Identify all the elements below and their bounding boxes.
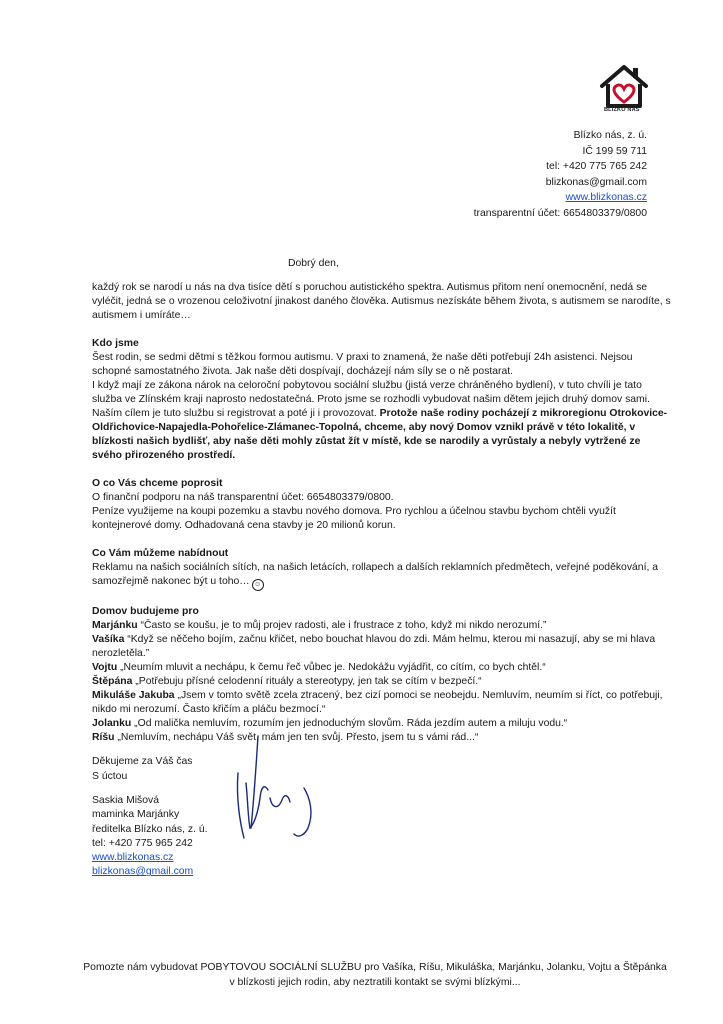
closing-thanks: Děkujeme za Váš čas bbox=[92, 756, 193, 767]
closing bbox=[92, 755, 193, 784]
child-name: Ríšu bbox=[92, 732, 115, 743]
kdo-p3-bold: Protože naše rodiny pocházejí z mikroregionu Otrokovice-Oldřichovice-Napajedla-Pohořelice-Zlámanec-Topolná, chceme, aby nový Domov vznikl právě v této lokalitě, v blízkosti našich bydlišť, aby naše děti mohly zůstat žít v místě, kde se narodily a vyrůstaly a nebyly vytržené ze svého přirozeného prostředí. bbox=[92, 408, 668, 461]
poprosit-paragraph-2: Peníze využijeme na koupi pozemku a stavbu nového domova. Pro rychlou a účelnou stavbu bychom chtěli využít kontejnerové domy. Odhadovaná cena stavby je 20 milionů korun. bbox=[92, 506, 616, 531]
org-account: transparentní účet: 6654803379/0800 bbox=[473, 207, 647, 219]
intro-paragraph: každý rok se narodí u nás na dva tisíce dětí s poruchou autistického spektra. Autismus přitom není onemocnění, nedá se vyléčit, jedná se o vrozenou celoživotní jinakost daného člověka. Autismus nezískáte během života, s autismem se narodíte, s autismem i umíráte… bbox=[92, 282, 671, 321]
handwritten-signature bbox=[224, 728, 344, 848]
signatory-name: Saskia Mišová bbox=[92, 795, 159, 806]
child-quote: „Potřebuju přísné celodenní rituály a stereotypy, jen tak se cítím v bezpečí.“ bbox=[132, 676, 482, 687]
child-item bbox=[92, 675, 672, 689]
org-name: Blízko nás, z. ú. bbox=[573, 130, 647, 141]
child-name: Jolanku bbox=[92, 718, 132, 729]
child-quote: „Jsem v tomto světě zcela ztracený, bez cizí pomoci se neobejdu. Nemluvím, neumím si říct, co potřebuji, nikdo mi nerozumí. Často křičím a pláču bezmocí.“ bbox=[92, 690, 663, 715]
closing-regards: S úctou bbox=[92, 770, 128, 782]
child-item bbox=[92, 689, 672, 717]
nabidnout-paragraph bbox=[92, 561, 672, 591]
child-item bbox=[92, 633, 672, 661]
section-heading-domov: Domov budujeme pro bbox=[92, 606, 199, 617]
organization-contact-block bbox=[474, 128, 647, 222]
child-item bbox=[92, 731, 672, 745]
signatory-tel: tel: +420 775 965 242 bbox=[92, 837, 193, 849]
signatory-email-link[interactable]: blizkonas@gmail.com bbox=[92, 866, 194, 878]
footer-appeal: Pomozte nám vybudovat POBYTOVOU SOCIÁLNÍ SLUŽBU pro Vašíka, Ríšu, Mikuláška, Marjánku, Jolanku, Vojtu a Štěpánka v blízkosti jejich rodin, aby neztratili kontakt se svými blízkými... bbox=[83, 962, 667, 988]
org-email: blizkonas@gmail.com bbox=[545, 176, 647, 188]
greeting: Dobrý den, bbox=[288, 258, 339, 269]
section-heading-nabidnout: Co Vám můžeme nabídnout bbox=[92, 548, 229, 559]
kdo-paragraph-1: Šest rodin, se sedmi dětmi s těžkou formou autismu. V praxi to znamená, že naše děti potřebují 24h asistenci. Nejsou schopné samostatného života. Jak naše děti dospívají, docházejí nám síly se o ně postarat. bbox=[92, 352, 633, 377]
child-quote: „Nemluvím, nechápu Váš svět, mám jen ten svůj. Přesto, jsem tu s vámi rád...“ bbox=[114, 732, 479, 743]
child-name: Vašíka bbox=[92, 634, 125, 645]
signatory-role-2: ředitelka Blízko nás, z. ú. bbox=[92, 823, 208, 835]
signatory-role-1: maminka Marjánky bbox=[92, 809, 180, 821]
org-tel: tel: +420 775 765 242 bbox=[546, 161, 647, 173]
smiley-icon: ☺ bbox=[252, 579, 264, 591]
signatory-block bbox=[92, 794, 208, 880]
nabidnout-text: Reklamu na našich sociálních sítích, na našich letácích, rollapech a dalších reklamních předmětech, veřejné poděkování, a samozřejmě nakonec být u toho… bbox=[92, 562, 659, 587]
child-name: Vojtu bbox=[92, 662, 118, 673]
child-item bbox=[92, 619, 672, 633]
kdo-p3-normal: Naším cílem je tuto službu si registrovat a poté ji i provozovat. bbox=[92, 408, 380, 419]
child-quote: “Často se koušu, je to můj projev radosti, ale i frustrace z toho, když mi nikdo nerozumí.” bbox=[137, 620, 547, 631]
kdo-paragraph-3 bbox=[92, 407, 672, 463]
child-quote: „Od malička nemluvím, rozumím jen jednoduchým slovům. Ráda jezdím autem a miluju vodu.“ bbox=[131, 718, 568, 729]
child-name: Mikuláše Jakuba bbox=[92, 690, 175, 701]
org-ic: IČ 199 59 711 bbox=[582, 145, 647, 157]
child-quote: “Když se něčeho bojím, začnu křičet, nebo bouchat hlavou do zdi. Mám helmu, kterou mi nasazují, aby se mi hlava nerozletěla.” bbox=[92, 634, 656, 659]
org-web-link[interactable]: www.blizkonas.cz bbox=[565, 192, 647, 204]
section-heading-kdo-jsme: Kdo jsme bbox=[92, 338, 139, 349]
kdo-paragraph-2: I když mají ze zákona nárok na celoroční pobytovou sociální službu (jistá verze chráněného bydlení), v tuto chvíli je tato služba ve Zlínském kraji naprosto nedostatečná. Proto jsme se rozhodli vybudovat našim dětem jejich druhý domov sami. bbox=[92, 380, 650, 405]
signatory-web-link[interactable]: www.blizkonas.cz bbox=[92, 852, 174, 864]
logo-text: BLÍZKO NÁS bbox=[604, 107, 640, 113]
child-item bbox=[92, 661, 672, 675]
letter-body bbox=[92, 281, 672, 745]
section-heading-poprosit: O co Vás chceme poprosit bbox=[92, 478, 223, 489]
child-item bbox=[92, 717, 672, 731]
child-name: Štěpána bbox=[92, 676, 133, 687]
child-name: Marjánku bbox=[92, 620, 138, 631]
child-quote: „Neumím mluvit a nechápu, k čemu řeč vůbec je. Nedokážu vyjádřit, co cítím, co bych chtěl.“ bbox=[117, 662, 546, 673]
poprosit-paragraph-1: O finanční podporu na náš transparentní účet: 6654803379/0800. bbox=[92, 492, 394, 503]
